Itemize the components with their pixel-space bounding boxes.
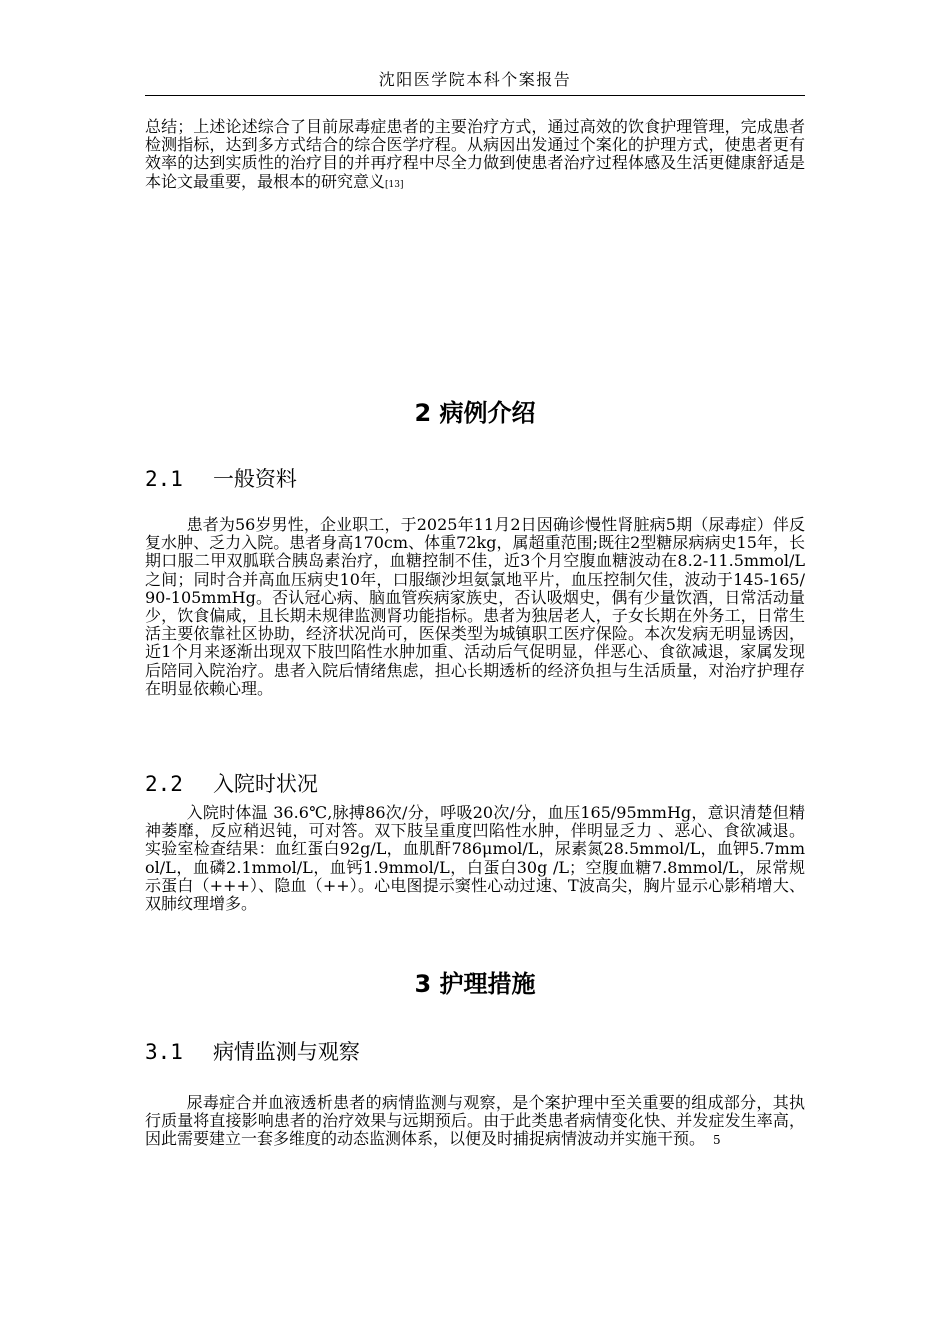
citation-marker: [13] <box>385 179 404 190</box>
summary-text: 总结；上述论述综合了目前尿毒症患者的主要治疗方式，通过高效的饮食护理管理，完成患者检测指标，达到多方式结合的综合医学疗程。从病因出发通过个案化的护理方式，使患者更有效率的达到实质性的治疗目的并再疗程中尽全力做到使患者治疗过程体感及生活更健康舒适是本论文最重要，最根本的研究意义 <box>145 117 805 191</box>
section-2-1-paragraph: 患者为56岁男性，企业职工，于2025年11月2日因确诊慢性肾脏病5期（尿毒症）伴反复水肿、乏力入院。患者身高170cm、体重72kg，属超重范围;既往2型糖尿病病史15年，长期口服二甲双胍联合胰岛素治疗，血糖控制不佳，近3个月空腹血糖波动在8.2-11.5mmol/L之间；同时合并高血压病史10年，口服缬沙坦氨氯地平片，血压控制欠佳，波动于145-165/90-105mmHg。否认冠心病、脑血管疾病家族史，否认吸烟史，偶有少量饮酒，日常活动量少，饮食偏咸，且长期未规律监测肾功能指标。患者为独居老人，子女长期在外务工，日常生活主要依靠社区协助，经济状况尚可，医保类型为城镇职工医疗保险。本次发病无明显诱因，近1个月来逐渐出现双下肢凹陷性水肿加重、活动后气促明显，伴恶心、食欲减退，家属发现后陪同入院治疗。患者入院后情绪焦虑，担心长期透析的经济负担与生活质量，对治疗护理存在明显依赖心理。 <box>145 515 805 698</box>
section-2-2-title: 入院时状况 <box>212 772 318 796</box>
section-3-1-heading <box>145 1036 360 1066</box>
chapter-2-title: 2 病例介绍 <box>414 399 536 427</box>
section-2-1-title: 一般资料 <box>212 467 297 491</box>
section-2-2-heading <box>145 768 318 798</box>
section-3-1-text: 尿毒症合并血液透析患者的病情监测与观察，是个案护理中至关重要的组成部分，其执行质量将直接影响患者的治疗效果与远期预后。由于此类患者病情变化快、并发症发生率高，因此需要建立一套多维度的动态监测体系，以便及时捕捉病情波动并实施干预。 <box>145 1093 805 1149</box>
section-2-1-number: 2.1 <box>145 467 183 491</box>
header-divider <box>145 95 805 96</box>
section-3-1-number: 3.1 <box>145 1040 183 1064</box>
section-2-2-paragraph: 入院时体温 36.6℃,脉搏86次/分，呼吸20次/分，血压165/95mmHg，意识清楚但精神萎靡，反应稍迟钝，可对答。双下肢呈重度凹陷性水肿，伴明显乏力 、恶心、食欲减退。实验室检查结果：血红蛋白92g/L，血肌酐786μmol/L，尿素氮28.5mmol/L，血钾5.7mmol/L，血磷2.1mmol/L，血钙1.9mmol/L，白蛋白30g /L；空腹血糖7.8mmol/L，尿常规示蛋白（+++）、隐血（++）。心电图提示窦性心动过速、T波高尖，胸片显示心影稍增大、双肺纹理增多。 <box>145 803 805 914</box>
running-header: 沈阳医学院本科个案报告 <box>378 70 572 89</box>
section-2-2-number: 2.2 <box>145 772 183 796</box>
summary-paragraph <box>145 118 805 194</box>
section-3-1-title: 病情监测与观察 <box>212 1040 360 1064</box>
page-number: 5 <box>713 1133 721 1148</box>
section-3-1-paragraph <box>145 1094 805 1150</box>
section-2-1-heading <box>145 463 297 493</box>
chapter-3-title: 3 护理措施 <box>414 970 536 998</box>
